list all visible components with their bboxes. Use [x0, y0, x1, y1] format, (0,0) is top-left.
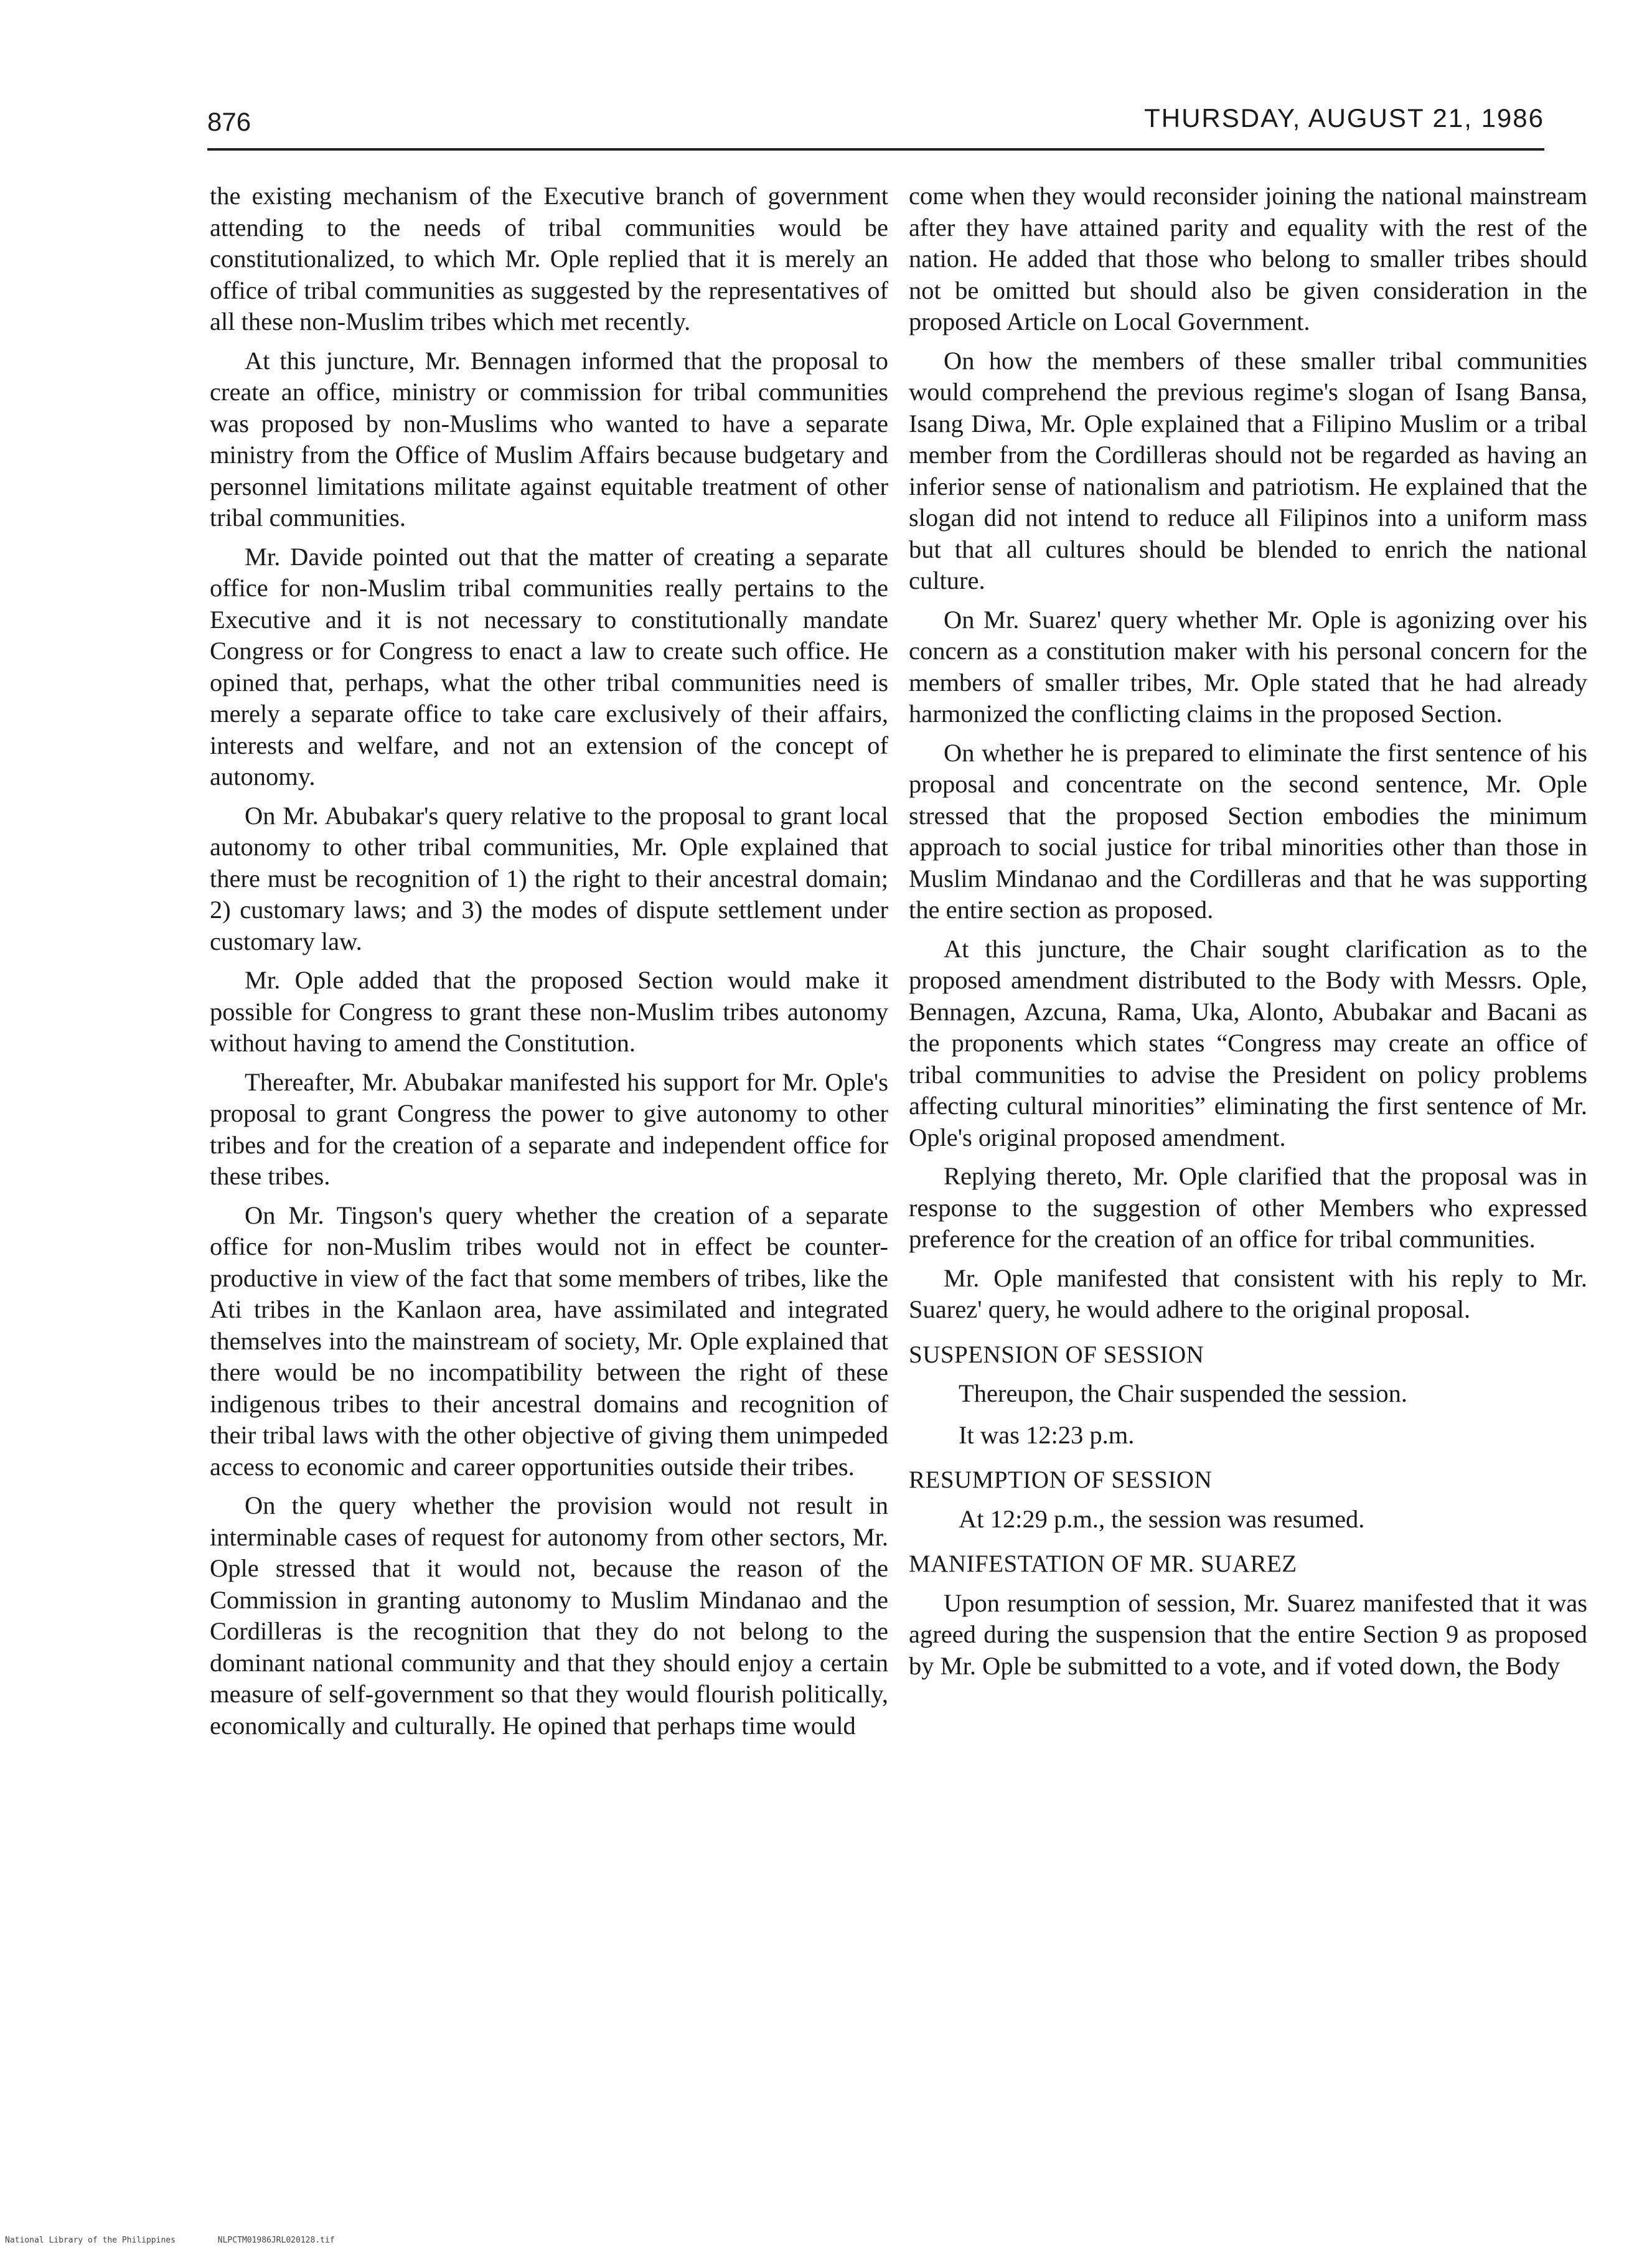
page-number: 876: [207, 107, 251, 136]
paragraph: On Mr. Suarez' query whether Mr. Ople is agonizing over his concern as a constitution maker with his personal concern for the members of smaller tribes, Mr. Ople stated that he had already harmonized the conflicting claims in the proposed Section.: [909, 605, 1587, 728]
section-heading-resumption: RESUMPTION OF SESSION: [909, 1466, 1213, 1493]
paragraph: Replying thereto, Mr. Ople clarified that the proposal was in response to the suggestion of other Members who expressed preference for the creation of an office for tribal communities.: [909, 1162, 1587, 1253]
paragraph: It was 12:23 p.m.: [959, 1420, 1135, 1449]
paragraph: the existing mechanism of the Executive branch of government attending to the needs of tribal communities would be constitutionalized, to which Mr. Ople replied that it is merely an office of tribal communities as suggested by the representatives of all these non-Muslim tribes which met recently.: [210, 182, 888, 335]
scan-footer: [5, 2236, 372, 2245]
paragraph: At this juncture, the Chair sought clarification as to the proposed amendment distributed to the Body with Messrs. Ople, Bennagen, Azcuna, Rama, Uka, Alonto, Abubakar and Bacani as the proponents which states “Congress may create an office of tribal communities to advise the President on policy problems affecting cultural minorities” eliminating the first sentence of Mr. Ople's original proposed amendment.: [909, 934, 1587, 1151]
paragraph: Thereafter, Mr. Abubakar manifested his support for Mr. Ople's proposal to grant Congress the power to give autonomy to other tribes and for the creation of a separate and independent office for these tribes.: [210, 1067, 888, 1190]
paragraph: On Mr. Abubakar's query relative to the proposal to grant local autonomy to other tribal communities, Mr. Ople explained that there must be recognition of 1) the right to their ancestral domain; 2) customary laws; and 3) the modes of dispute settlement under customary law.: [210, 801, 888, 955]
paragraph: Thereupon, the Chair suspended the session.: [959, 1379, 1407, 1407]
library-credit: National Library of the Philippines: [5, 2236, 176, 2245]
page-date: THURSDAY, AUGUST 21, 1986: [1144, 103, 1544, 133]
paragraph: Mr. Ople added that the proposed Section would make it possible for Congress to grant these non-Muslim tribes autonomy without having to amend the Constitution.: [210, 966, 888, 1057]
paragraph: come when they would reconsider joining the national mainstream after they have attained parity and equality with the rest of the nation. He added that those who belong to smaller tribes should not be omitted but should also be given consideration in the proposed Article on Local Government.: [909, 182, 1587, 335]
paragraph: On whether he is prepared to eliminate the first sentence of his proposal and concentrate on the second sentence, Mr. Ople stressed that the proposed Section embodies the minimum approach to social justice for tribal minorities other than those in Muslim Mindanao and the Cordilleras and that he was supporting the entire section as proposed.: [909, 738, 1587, 924]
paragraph: Mr. Ople manifested that consistent with his reply to Mr. Suarez' query, he would adhere to the original proposal.: [909, 1263, 1587, 1323]
paragraph: On how the members of these smaller tribal communities would comprehend the previous regime's slogan of Isang Bansa, Isang Diwa, Mr. Ople explained that a Filipino Muslim or a tribal member from the Cordilleras should not be regarded as having an inferior sense of nationalism and patriotism. He explained that the slogan did not intend to reduce all Filipinos into a uniform mass but that all cultures should be blended to enrich the national culture.: [909, 346, 1587, 594]
file-name: NLPCTM01986JRL020128.tif: [217, 2236, 335, 2245]
paragraph: At 12:29 p.m., the session was resumed.: [959, 1504, 1365, 1533]
section-heading-manifestation: MANIFESTATION OF MR. SUAREZ: [909, 1550, 1297, 1577]
paragraph: Upon resumption of session, Mr. Suarez manifested that it was agreed during the suspension that the entire Section 9 as proposed by Mr. Ople be submitted to a vote, and if voted down, the Body: [909, 1588, 1587, 1680]
section-heading-suspension: SUSPENSION OF SESSION: [909, 1341, 1204, 1368]
paragraph: Mr. Davide pointed out that the matter of creating a separate office for non-Muslim tribal communities really pertains to the Executive and it is not necessary to constitutionally mandate Congress or for Congress to enact a law to create such office. He opined that, perhaps, what the other tribal communities need is merely a separate office to take care exclusively of their affairs, interests and welfare, and not an extension of the concept of autonomy.: [210, 542, 888, 790]
paragraph: On the query whether the provision would not result in interminable cases of request for autonomy from other sectors, Mr. Ople stressed that it would not, because the reason of the Commission in granting autonomy to Muslim Mindanao and the Cordilleras is the recognition that they do not belong to the dominant national community and that they should enjoy a certain measure of self-government so that they would flourish politically, economically and culturally. He opined that perhaps time would: [210, 1491, 888, 1740]
left-column: [210, 180, 888, 1749]
header-rule: [207, 148, 1544, 151]
right-column: [909, 180, 1587, 1689]
paragraph: On Mr. Tingson's query whether the creation of a separate office for non-Muslim tribes would not in effect be counter-productive in view of the fact that some members of tribes, like the Ati tribes in the Kanlaon area, have assimilated and integrated themselves into the mainstream of society, Mr. Ople explained that there would be no incompatibility between the right of these indigenous tribes to their ancestral domains and recognition of their tribal laws with the other objective of giving them unimpeded access to economic and career opportunities outside their tribes.: [210, 1201, 888, 1481]
paragraph: At this juncture, Mr. Bennagen informed that the proposal to create an office, ministry or commission for tribal communities was proposed by non-Muslims who wanted to have a separate ministry from the Office of Muslim Affairs because budgetary and personnel limitations militate against equitable treatment of other tribal communities.: [210, 346, 888, 532]
